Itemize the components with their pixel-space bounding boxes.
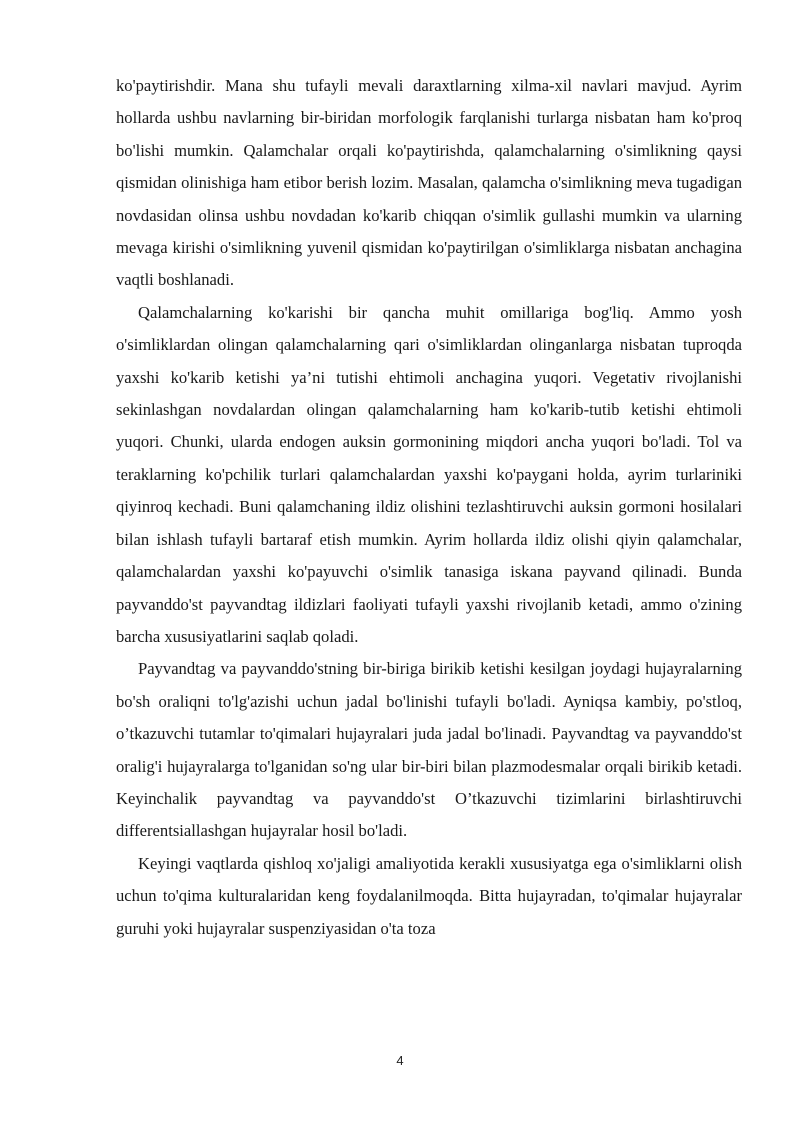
document-page: [116, 70, 742, 945]
paragraph-continuation: ko'paytirishdir. Mana shu tufayli mevali daraxtlarning xilma-xil navlari mavjud. Ayrim hollarda ushbu navlarning bir-biridan morfologik farqlanishi turlarga nisbatan ham ko'proq bo'lishi mumkin. Qalamchalar orqali ko'paytirishda, qalamchalarning o'simlikning qaysi qismidan olinishiga ham etibor berish lozim. Masalan, qalamcha o'simlikning meva tugadigan novdasidan olinsa ushbu novdadan ko'karib chiqqan o'simlik gullashi mumkin va ularning mevaga kirishi o'simlikning yuvenil qismidan ko'paytirilgan o'simliklarga nisbatan anchagina vaqtli boshlanadi.: [116, 76, 742, 290]
paragraph-graft-union: Payvandtag va payvanddo'stning bir-biriga birikib ketishi kesilgan joydagi hujayralarning bo'sh oraliqni to'lg'azishi uchun jadal bo'linishi tufayli bo'ladi. Ayniqsa kambiy, po'stloq, o’tkazuvchi tutamlar to'qimalari hujayralari juda jadal bo'linadi. Payvandtag va payvanddo'st oralig'i hujayralarga to'lganidan so'ng ular bir-biri bilan plazmodesmalar orqali birikib ketadi. Keyinchalik payvandtag va payvanddo'st O’tkazuvchi tizimlarini birlashtiruvchi differentsiallashgan hujayralar hosil bo'ladi.: [116, 659, 742, 841]
page-number: 4: [396, 1053, 404, 1068]
paragraph-tissue-culture: Keyingi vaqtlarda qishloq xo'jaligi amaliyotida kerakli xususiyatga ega o'simliklarni olish uchun to'qima kulturalaridan keng foydalanilmoqda. Bitta hujayradan, to'qimalar hujayralar guruhi yoki hujayralar suspenziyasidan o'ta toza: [116, 853, 742, 938]
paragraph-cutting-rooting: Qalamchalarning ko'karishi bir qancha muhit omillariga bog'liq. Ammo yosh o'simliklardan olingan qalamchalarning qari o'simliklardan olinganlarga nisbatan tuproqda yaxshi ko'karib ketishi ya’ni tutishi ehtimoli anchagina yuqori. Vegetativ rivojlanishi sekinlashgan novdalardan olingan qalamchalarning ham ko'karib-tutib ketishi ehtimoli yuqori. Chunki, ularda endogen auksin gormonining miqdori ancha yuqori bo'ladi. Tol va teraklarning ko'pchilik turlari qalamchalardan yaxshi ko'paygani holda, ayrim turlariniki qiyinroq kechadi. Buni qalamchaning ildiz olishini tezlashtiruvchi auksin gormoni hosilalari bilan ishlash tufayli bartaraf etish mumkin. Ayrim hollarda ildiz olishi qiyin qalamchalar, qalamchalardan yaxshi ko'payuvchi o'simlik tanasiga iskana payvand qilinadi. Bunda payvanddo'st payvandtag ildizlari faoliyati tufayli yaxshi rivojlanib ketadi, ammo o'zining barcha xususiyatlarini saqlab qoladi.: [116, 302, 742, 646]
